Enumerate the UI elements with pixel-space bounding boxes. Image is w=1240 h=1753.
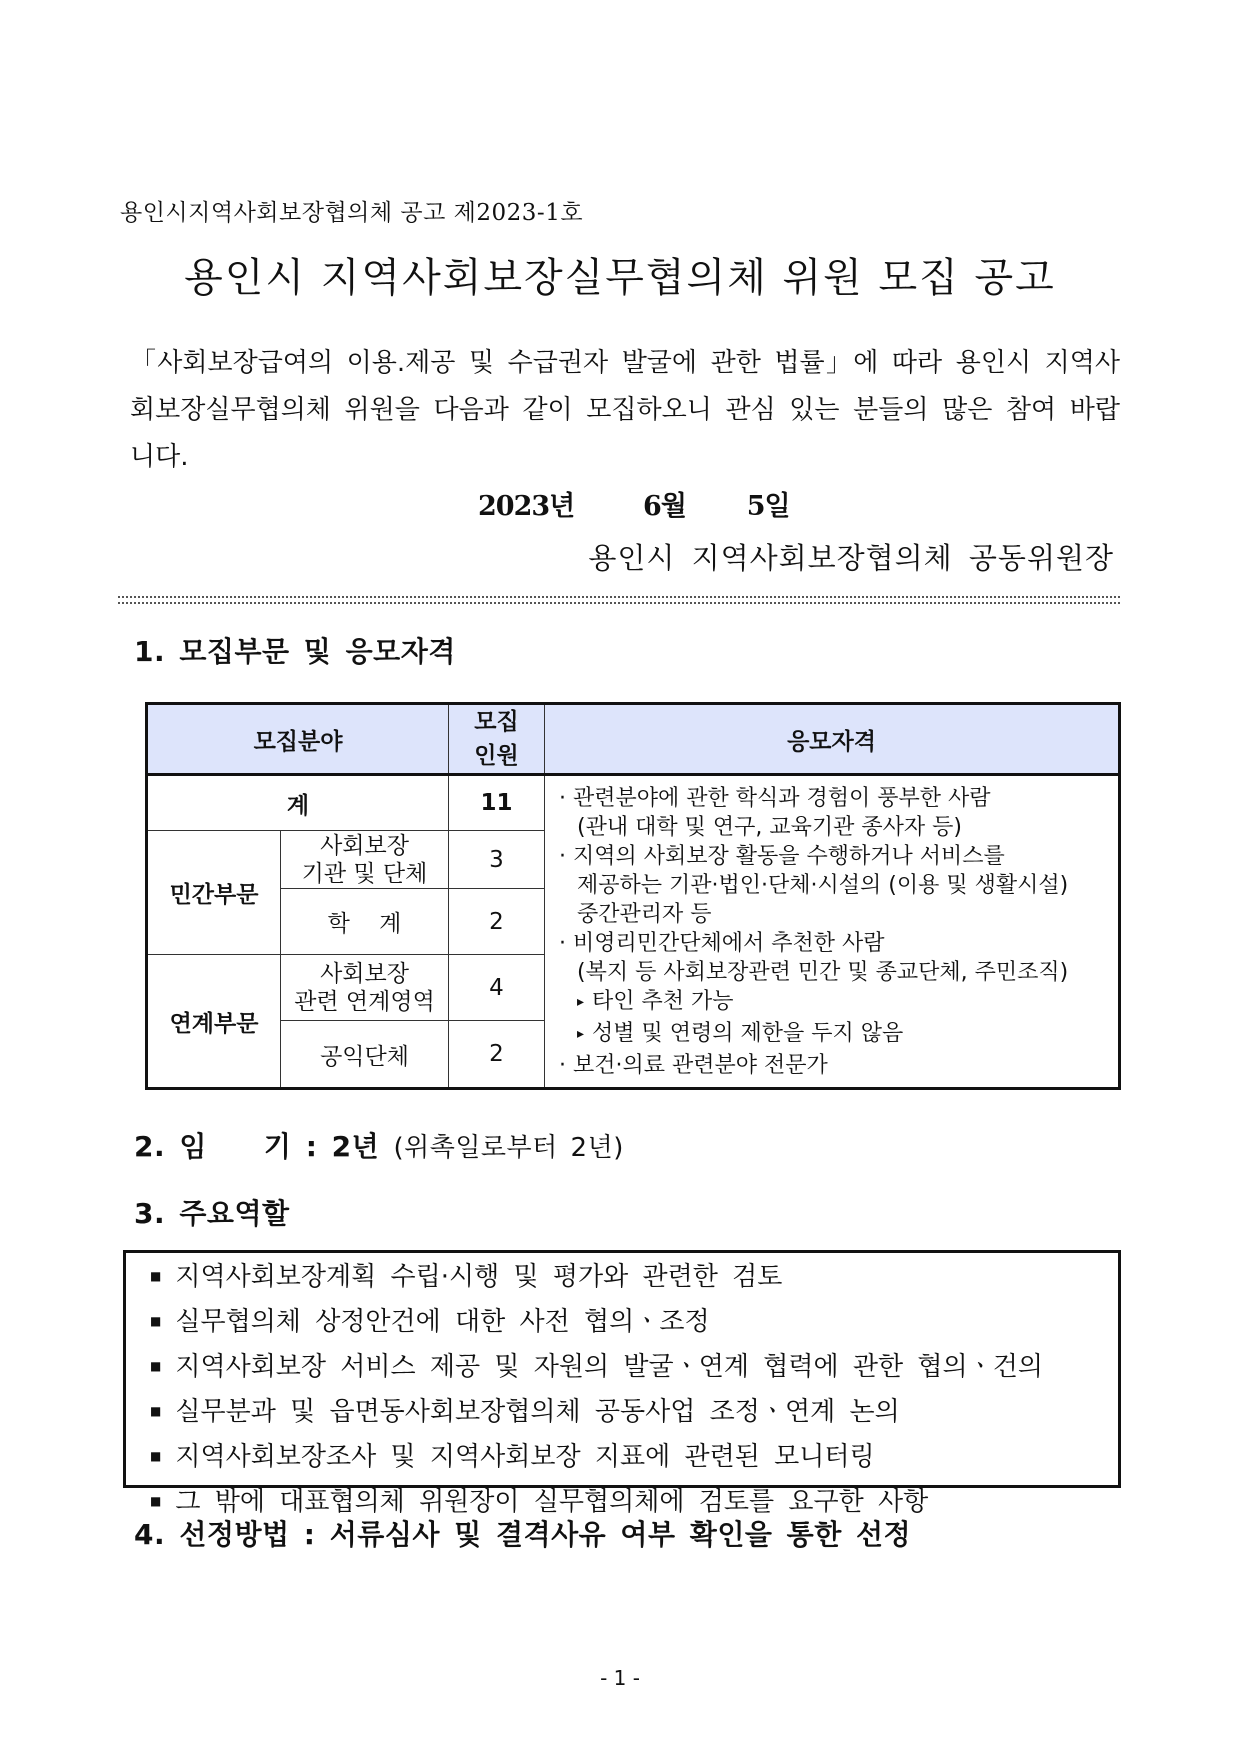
qualification-subitem — [559, 987, 1108, 1019]
total-label: 계 — [147, 775, 449, 831]
table-header-row — [147, 704, 1120, 775]
notice-number: 용인시지역사회보장협의체 공고 제2023-1호 — [120, 200, 584, 226]
field-line2: 기관 및 단체 — [301, 860, 428, 887]
field-line1: 사회보장 — [320, 832, 409, 859]
qualification-line: 제공하는 기관·법인·단체·시설의 (이용 및 생활시설) — [577, 873, 1069, 898]
date-month: 6월 — [643, 491, 686, 522]
triangle-bullet-icon: ▸ — [577, 1026, 585, 1042]
qualification-subitem — [559, 1019, 1108, 1051]
qualification-subitem-text: 성별 및 연령의 제한을 두지 않음 — [592, 1021, 904, 1046]
table-row-total — [147, 775, 1120, 831]
count-cell: 2 — [449, 889, 545, 955]
list-item: ■ 실무협의체 상정안건에 대한 사전 협의ㆍ조정 — [150, 1302, 1118, 1347]
signer: 용인시 지역사회보장협의체 공동위원장 — [588, 541, 1114, 575]
group-private: 민간부문 — [147, 831, 281, 955]
date-year: 2023년 — [478, 491, 575, 522]
field-line2: 관련 연계영역 — [294, 988, 435, 1015]
roles-list — [126, 1253, 1118, 1527]
field-cell — [281, 955, 449, 1021]
qualification-line: · 비영리민간단체에서 추천한 사람 — [559, 931, 885, 956]
list-item: ■ 그 밖에 대표협의체 위원장이 실무협의체에 검토를 요구한 사항 — [150, 1482, 1118, 1527]
field-cell — [281, 831, 449, 889]
header-count-line2: 인원 — [474, 743, 519, 769]
count-cell: 2 — [449, 1021, 545, 1089]
list-item: ■ 지역사회보장 서비스 제공 및 자원의 발굴ㆍ연계 협력에 관한 협의ㆍ건의 — [150, 1347, 1118, 1392]
term-note: (위촉일로부터 2년) — [393, 1133, 624, 1163]
qualification-cell — [545, 775, 1120, 1089]
section-divider — [118, 596, 1120, 604]
section-2-heading — [134, 1125, 624, 1165]
total-count: 11 — [449, 775, 545, 831]
intro-paragraph: 「사회보장급여의 이용.제공 및 수급권자 발굴에 관한 법률」에 따라 용인시 지역사회보장실무협의체 위원을 다음과 같이 모집하오니 관심 있는 분들의 많은 참여 바랍니다. — [130, 348, 1120, 472]
section-1-heading: 1. 모집부문 및 응모자격 — [134, 635, 456, 668]
qualification-line: 중간관리자 등 — [577, 902, 712, 927]
field-line1: 사회보장 — [320, 960, 409, 987]
count-cell: 4 — [449, 955, 545, 1021]
qualification-line: (복지 등 사회보장관련 민간 및 종교단체, 주민조직) — [577, 960, 1069, 985]
page-number: - 1 - — [600, 1666, 640, 1690]
section-4-heading: 4. 선정방법 : 서류심사 및 결격사유 여부 확인을 통한 선정 — [134, 1518, 912, 1551]
recruitment-table — [145, 702, 1121, 1090]
header-count — [449, 704, 545, 775]
group-linkage: 연계부문 — [147, 955, 281, 1089]
term-label: 2. 임 기 : 2년 — [134, 1130, 380, 1163]
list-item: ■ 지역사회보장조사 및 지역사회보장 지표에 관련된 모니터링 — [150, 1437, 1118, 1482]
qualification-subitem-text: 타인 추천 가능 — [592, 989, 734, 1014]
list-item: ■ 실무분과 및 읍면동사회보장협의체 공동사업 조정ㆍ연계 논의 — [150, 1392, 1118, 1437]
qualification-line: · 보건·의료 관련분야 전문가 — [559, 1053, 828, 1078]
header-count-line1: 모집 — [474, 709, 519, 735]
page-title: 용인시 지역사회보장실무협의체 위원 모집 공고 — [184, 255, 1056, 301]
qualification-line: (관내 대학 및 연구, 교육기관 종사자 등) — [577, 815, 962, 840]
roles-box — [123, 1250, 1121, 1517]
section-3-heading: 3. 주요역할 — [134, 1197, 290, 1230]
header-qualification: 응모자격 — [545, 704, 1120, 775]
qualification-line: · 관련분야에 관한 학식과 경험이 풍부한 사람 — [559, 786, 991, 811]
header-field: 모집분야 — [147, 704, 449, 775]
list-item: ■ 지역사회보장계획 수립·시행 및 평가와 관련한 검토 — [150, 1257, 1118, 1302]
field-cell: 학 계 — [281, 889, 449, 955]
date-day: 5일 — [746, 491, 790, 522]
notice-date — [478, 484, 790, 523]
triangle-bullet-icon: ▸ — [577, 994, 585, 1010]
qualification-line: · 지역의 사회보장 활동을 수행하거나 서비스를 — [559, 844, 1005, 869]
count-cell: 3 — [449, 831, 545, 889]
field-cell: 공익단체 — [281, 1021, 449, 1089]
